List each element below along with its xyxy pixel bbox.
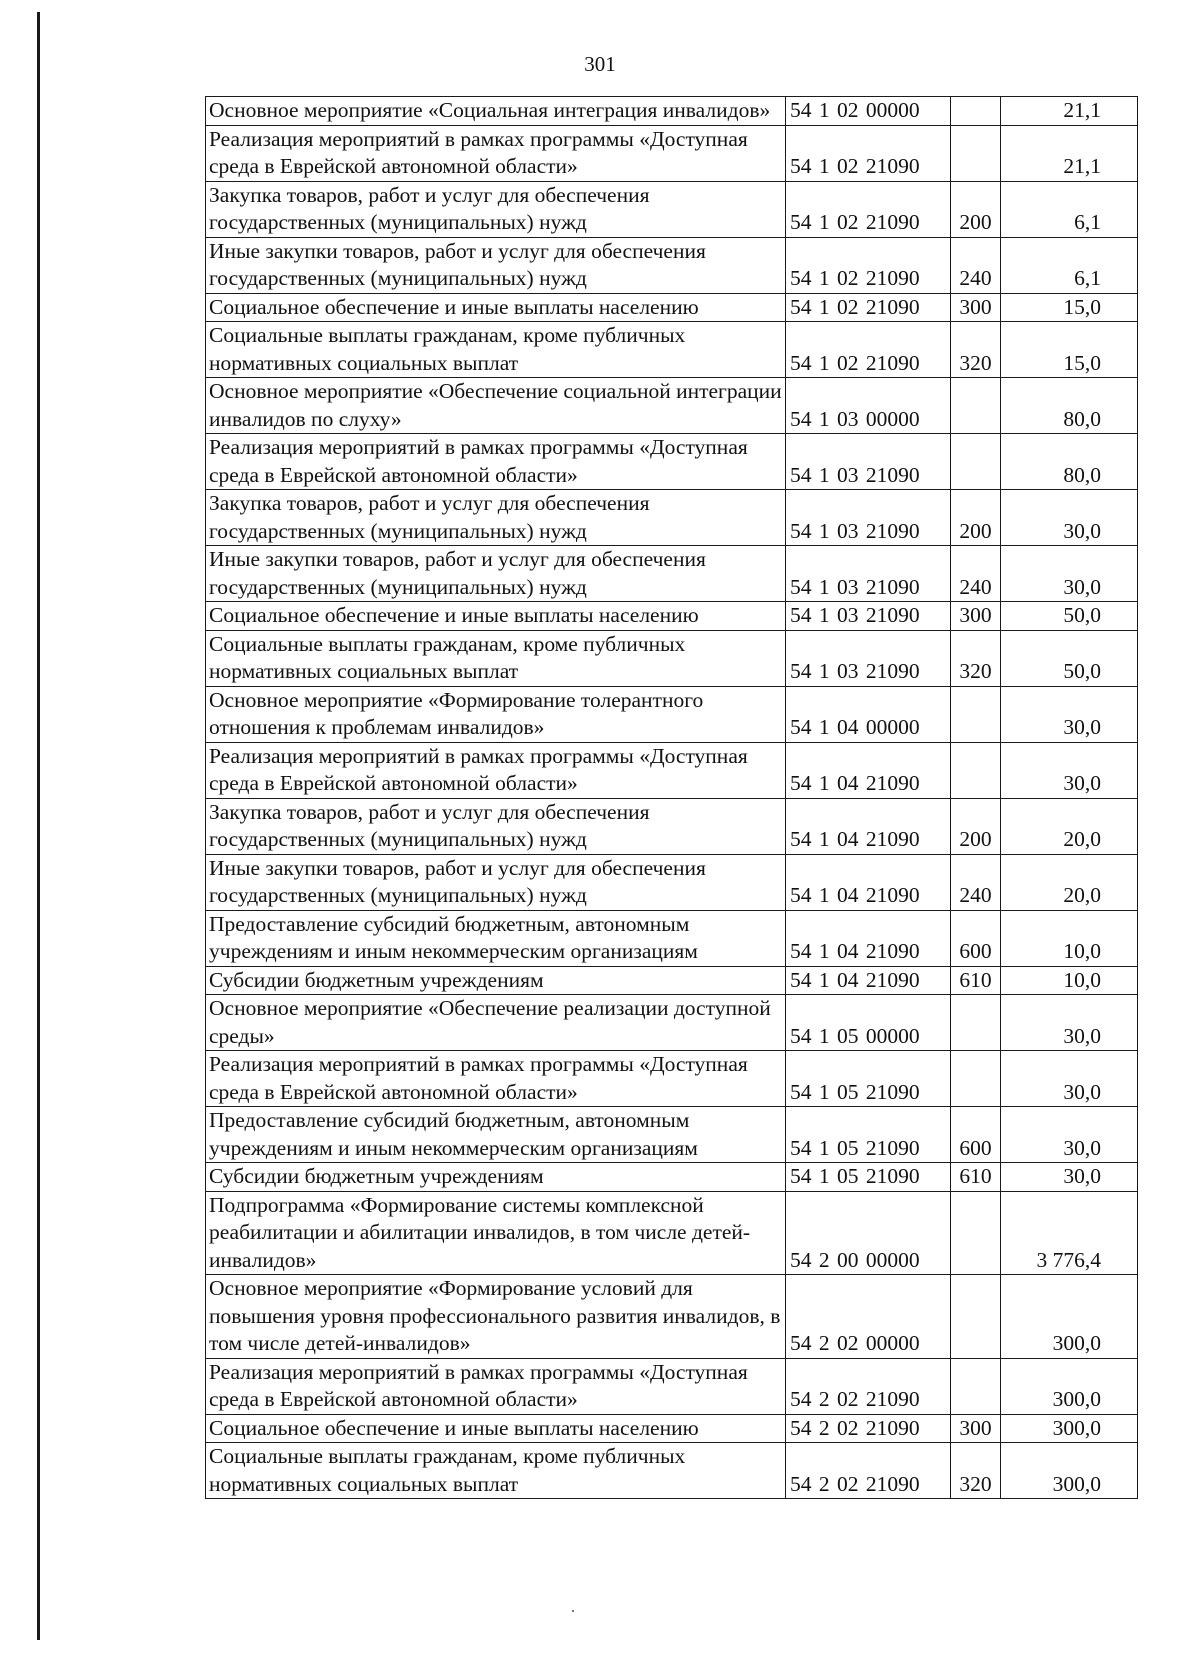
- row-code: 54 2 02 00000: [786, 1275, 951, 1359]
- row-code: 54 1 05 21090: [786, 1163, 951, 1192]
- row-type: [951, 1358, 1001, 1414]
- row-name: Социальное обеспечение и иные выплаты населению: [206, 293, 786, 322]
- row-sum: 50,0: [1001, 630, 1138, 686]
- table-row: [206, 630, 1138, 686]
- row-sum: 50,0: [1001, 602, 1138, 631]
- table-row: [206, 1107, 1138, 1163]
- row-code: 54 1 03 21090: [786, 546, 951, 602]
- row-code: 54 1 05 00000: [786, 995, 951, 1051]
- table-row: [206, 322, 1138, 378]
- row-name: Закупка товаров, работ и услуг для обеспечения государственных (муниципальных) нужд: [206, 798, 786, 854]
- row-code: 54 1 02 21090: [786, 237, 951, 293]
- row-sum: 30,0: [1001, 995, 1138, 1051]
- row-sum: 6,1: [1001, 237, 1138, 293]
- row-sum: 300,0: [1001, 1358, 1138, 1414]
- row-sum: 30,0: [1001, 546, 1138, 602]
- row-name: Основное мероприятие «Социальная интеграция инвалидов»: [206, 97, 786, 126]
- table-row: [206, 97, 1138, 126]
- table-row: [206, 910, 1138, 966]
- table-row: [206, 1414, 1138, 1443]
- table-row: [206, 1275, 1138, 1359]
- row-type: 600: [951, 910, 1001, 966]
- row-type: 300: [951, 1414, 1001, 1443]
- row-code: 54 1 04 21090: [786, 966, 951, 995]
- row-sum: 300,0: [1001, 1414, 1138, 1443]
- row-name: Социальное обеспечение и иные выплаты населению: [206, 1414, 786, 1443]
- row-type: 240: [951, 237, 1001, 293]
- row-name: Социальные выплаты гражданам, кроме публичных нормативных социальных выплат: [206, 630, 786, 686]
- row-code: 54 1 03 21090: [786, 490, 951, 546]
- budget-table: [205, 96, 1138, 1499]
- row-code: 54 1 04 21090: [786, 910, 951, 966]
- row-type: 610: [951, 966, 1001, 995]
- row-sum: 10,0: [1001, 910, 1138, 966]
- row-type: [951, 1051, 1001, 1107]
- row-type: 320: [951, 630, 1001, 686]
- row-name: Подпрограмма «Формирование системы комплексной реабилитации и абилитации инвалидов, в том числе детей-инвалидов»: [206, 1191, 786, 1275]
- row-name: Реализация мероприятий в рамках программы «Доступная среда в Еврейской автономной области»: [206, 1051, 786, 1107]
- page-number: 301: [584, 52, 616, 76]
- table-row: [206, 434, 1138, 490]
- row-sum: 300,0: [1001, 1443, 1138, 1499]
- table-row: [206, 742, 1138, 798]
- row-sum: 10,0: [1001, 966, 1138, 995]
- row-sum: 30,0: [1001, 742, 1138, 798]
- row-name: Предоставление субсидий бюджетным, автономным учреждениям и иным некоммерческим организациям: [206, 910, 786, 966]
- row-type: 300: [951, 602, 1001, 631]
- row-type: 240: [951, 546, 1001, 602]
- table-row: [206, 378, 1138, 434]
- row-sum: 21,1: [1001, 125, 1138, 181]
- row-code: 54 1 03 00000: [786, 378, 951, 434]
- row-sum: 3 776,4: [1001, 1191, 1138, 1275]
- row-code: 54 2 02 21090: [786, 1414, 951, 1443]
- row-sum: 30,0: [1001, 490, 1138, 546]
- row-code: 54 2 02 21090: [786, 1443, 951, 1499]
- row-name: Иные закупки товаров, работ и услуг для обеспечения государственных (муниципальных) нужд: [206, 854, 786, 910]
- page-left-rule: [37, 12, 40, 1640]
- row-sum: 6,1: [1001, 181, 1138, 237]
- row-sum: 15,0: [1001, 322, 1138, 378]
- row-sum: 80,0: [1001, 434, 1138, 490]
- row-sum: 30,0: [1001, 1107, 1138, 1163]
- row-type: [951, 97, 1001, 126]
- table-row: [206, 854, 1138, 910]
- table-row: [206, 798, 1138, 854]
- row-name: Субсидии бюджетным учреждениям: [206, 1163, 786, 1192]
- row-type: 240: [951, 854, 1001, 910]
- table-row: [206, 1191, 1138, 1275]
- row-name: Субсидии бюджетным учреждениям: [206, 966, 786, 995]
- row-code: 54 1 04 21090: [786, 854, 951, 910]
- row-code: 54 1 02 21090: [786, 125, 951, 181]
- row-code: 54 1 05 21090: [786, 1107, 951, 1163]
- row-type: 300: [951, 293, 1001, 322]
- table-row: [206, 1358, 1138, 1414]
- table-row: [206, 490, 1138, 546]
- row-type: [951, 434, 1001, 490]
- row-type: [951, 686, 1001, 742]
- row-code: 54 2 02 21090: [786, 1358, 951, 1414]
- table-row: [206, 966, 1138, 995]
- row-sum: 21,1: [1001, 97, 1138, 126]
- table-row: [206, 686, 1138, 742]
- row-type: 200: [951, 490, 1001, 546]
- row-type: 200: [951, 181, 1001, 237]
- table-row: [206, 125, 1138, 181]
- row-name: Предоставление субсидий бюджетным, автономным учреждениям и иным некоммерческим организациям: [206, 1107, 786, 1163]
- row-type: [951, 742, 1001, 798]
- row-name: Основное мероприятие «Обеспечение реализации доступной среды»: [206, 995, 786, 1051]
- row-sum: 20,0: [1001, 854, 1138, 910]
- row-name: Основное мероприятие «Формирование условий для повышения уровня профессионального развития инвалидов, в том числе детей-инвалидов»: [206, 1275, 786, 1359]
- row-name: Основное мероприятие «Формирование толерантного отношения к проблемам инвалидов»: [206, 686, 786, 742]
- row-code: 54 2 00 00000: [786, 1191, 951, 1275]
- row-type: 600: [951, 1107, 1001, 1163]
- row-name: Иные закупки товаров, работ и услуг для обеспечения государственных (муниципальных) нужд: [206, 237, 786, 293]
- row-code: 54 1 04 21090: [786, 798, 951, 854]
- table-row: [206, 602, 1138, 631]
- table-row: [206, 546, 1138, 602]
- row-sum: 30,0: [1001, 686, 1138, 742]
- row-type: [951, 378, 1001, 434]
- row-code: 54 1 03 21090: [786, 630, 951, 686]
- row-sum: 80,0: [1001, 378, 1138, 434]
- row-name: Реализация мероприятий в рамках программы «Доступная среда в Еврейской автономной области»: [206, 125, 786, 181]
- row-name: Социальные выплаты гражданам, кроме публичных нормативных социальных выплат: [206, 1443, 786, 1499]
- table-row: [206, 995, 1138, 1051]
- table-row: [206, 237, 1138, 293]
- row-code: 54 1 04 00000: [786, 686, 951, 742]
- row-type: [951, 1191, 1001, 1275]
- row-name: Реализация мероприятий в рамках программы «Доступная среда в Еврейской автономной области»: [206, 434, 786, 490]
- row-name: Основное мероприятие «Обеспечение социальной интеграции инвалидов по слуху»: [206, 378, 786, 434]
- row-type: 200: [951, 798, 1001, 854]
- row-code: 54 1 03 21090: [786, 434, 951, 490]
- row-type: [951, 995, 1001, 1051]
- row-name: Реализация мероприятий в рамках программы «Доступная среда в Еврейской автономной области»: [206, 742, 786, 798]
- table-row: [206, 1443, 1138, 1499]
- row-sum: 20,0: [1001, 798, 1138, 854]
- table-row: [206, 1051, 1138, 1107]
- row-name: Социальное обеспечение и иные выплаты населению: [206, 602, 786, 631]
- row-sum: 30,0: [1001, 1163, 1138, 1192]
- table-row: [206, 293, 1138, 322]
- table-row: [206, 181, 1138, 237]
- row-code: 54 1 02 00000: [786, 97, 951, 126]
- row-code: 54 1 02 21090: [786, 293, 951, 322]
- row-type: [951, 1275, 1001, 1359]
- row-sum: 30,0: [1001, 1051, 1138, 1107]
- row-code: 54 1 02 21090: [786, 181, 951, 237]
- row-type: 320: [951, 1443, 1001, 1499]
- row-name: Реализация мероприятий в рамках программы «Доступная среда в Еврейской автономной области»: [206, 1358, 786, 1414]
- row-code: 54 1 03 21090: [786, 602, 951, 631]
- row-sum: 15,0: [1001, 293, 1138, 322]
- row-type: 610: [951, 1163, 1001, 1192]
- row-name: Иные закупки товаров, работ и услуг для обеспечения государственных (муниципальных) нужд: [206, 546, 786, 602]
- row-code: 54 1 05 21090: [786, 1051, 951, 1107]
- scan-speck: [572, 1610, 574, 1612]
- row-code: 54 1 04 21090: [786, 742, 951, 798]
- row-name: Социальные выплаты гражданам, кроме публичных нормативных социальных выплат: [206, 322, 786, 378]
- row-code: 54 1 02 21090: [786, 322, 951, 378]
- row-type: [951, 125, 1001, 181]
- row-sum: 300,0: [1001, 1275, 1138, 1359]
- table-row: [206, 1163, 1138, 1192]
- row-name: Закупка товаров, работ и услуг для обеспечения государственных (муниципальных) нужд: [206, 181, 786, 237]
- row-name: Закупка товаров, работ и услуг для обеспечения государственных (муниципальных) нужд: [206, 490, 786, 546]
- row-type: 320: [951, 322, 1001, 378]
